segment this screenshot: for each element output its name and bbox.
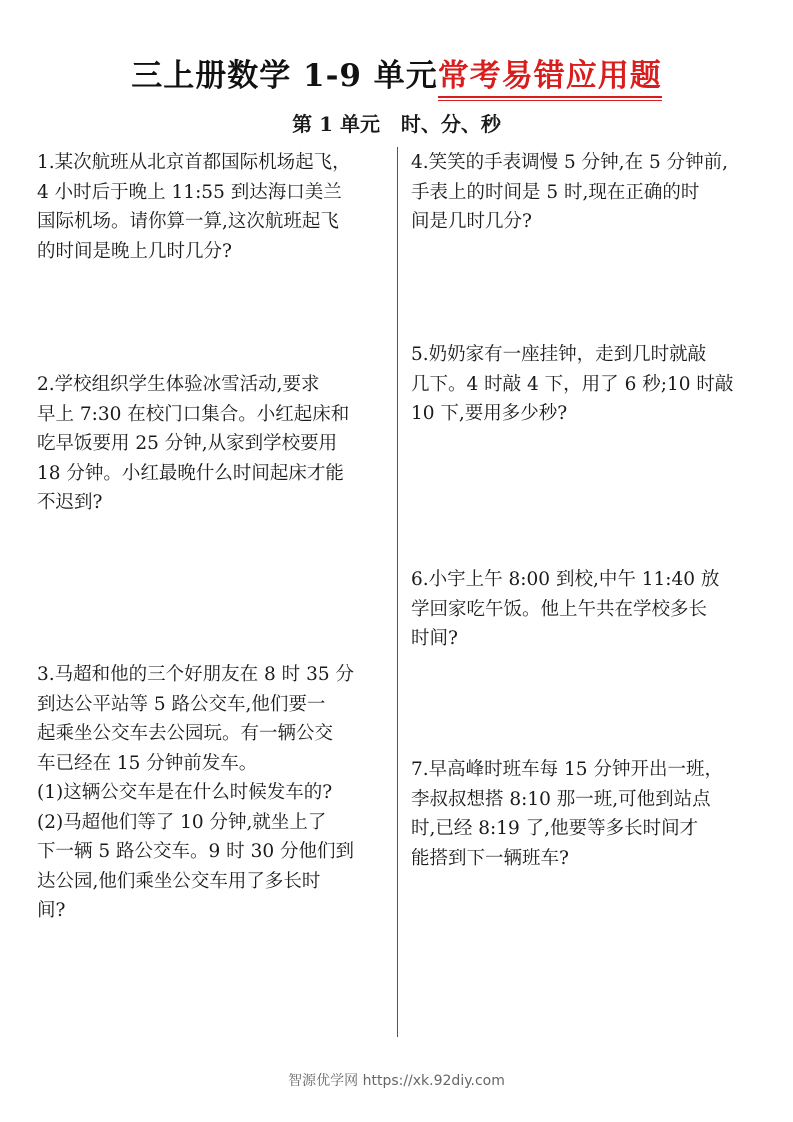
problem-7 bbox=[411, 755, 723, 873]
problem-7-line: 时,已经 8:19 了,他要等多长时间才 bbox=[411, 818, 699, 839]
problem-3-line: 起乘坐公交车去公园玩。有一辆公交 bbox=[37, 723, 334, 744]
title-main: 三上册数学 1-9 单元 bbox=[131, 58, 438, 94]
problem-7-line: 7.早高峰时班车每 15 分钟开出一班， bbox=[411, 759, 723, 780]
problem-5 bbox=[411, 340, 733, 429]
page-title bbox=[0, 50, 793, 95]
problem-3-line: (1)这辆公交车是在什么时候发车的? bbox=[37, 782, 333, 803]
problem-3-line: 3.马超和他的三个好朋友在 8 时 35 分 bbox=[37, 664, 354, 685]
problem-3 bbox=[37, 660, 354, 926]
problem-2 bbox=[37, 370, 349, 518]
problem-3-line: 车已经在 15 分钟前发车。 bbox=[37, 752, 258, 774]
footer-watermark: 智源优学网 https://xk.92diy.com bbox=[288, 1073, 505, 1089]
problem-2-line: 不迟到? bbox=[37, 492, 103, 513]
problem-2-line: 吃早饭要用 25 分钟,从家到学校要用 bbox=[37, 433, 338, 454]
problem-2-line: 早上 7:30 在校门口集合。小红起床和 bbox=[37, 403, 350, 425]
problem-4-line: 手表上的时间是 5 时,现在正确的时 bbox=[411, 181, 700, 203]
problem-1-line: 4 小时后于晚上 11:55 到达海口美兰 bbox=[37, 181, 342, 203]
problem-6-line: 时间? bbox=[411, 628, 458, 649]
problem-1-line: 1.某次航班从北京首都国际机场起飞， bbox=[37, 152, 351, 173]
problem-1-line: 国际机场。请你算一算,这次航班起飞 bbox=[37, 211, 339, 232]
problem-1-line: 的时间是晚上几时几分? bbox=[37, 240, 232, 262]
problem-2-line: 18 分钟。小红最晚什么时间起床才能 bbox=[37, 462, 344, 484]
problem-2-line: 2.学校组织学生体验冰雪活动,要求 bbox=[37, 374, 320, 395]
problem-4 bbox=[411, 148, 728, 237]
column-divider bbox=[397, 147, 398, 1037]
problem-3-line: 到达公平站等 5 路公交车,他们要一 bbox=[37, 693, 326, 715]
problem-7-line: 能搭到下一辆班车? bbox=[411, 847, 569, 869]
problem-4-line: 间是几时几分? bbox=[411, 211, 532, 232]
problem-4-line: 4.笑笑的手表调慢 5 分钟,在 5 分钟前, bbox=[411, 152, 728, 173]
problem-3-line: 达公园,他们乘坐公交车用了多长时 bbox=[37, 870, 321, 892]
problem-5-line: 5.奶奶家有一座挂钟，走到几时就敲 bbox=[411, 344, 707, 365]
problem-6-line: 学回家吃午饭。他上午共在学校多长 bbox=[411, 598, 708, 620]
unit-subtitle: 第 1 单元 时、分、秒 bbox=[292, 112, 501, 136]
title-highlight: 常考易错应用题 bbox=[438, 50, 662, 95]
problem-3-line: 下一辆 5 路公交车。9 时 30 分他们到 bbox=[37, 841, 354, 862]
problem-5-line: 几下。4 时敲 4 下，用了 6 秒;10 时敲 bbox=[411, 373, 734, 395]
problem-6 bbox=[411, 565, 719, 654]
problem-3-line: (2)马超他们等了 10 分钟,就坐上了 bbox=[37, 811, 327, 833]
problem-6-line: 6.小宇上午 8:00 到校,中午 11:40 放 bbox=[411, 569, 720, 590]
problem-5-line: 10 下,要用多少秒? bbox=[411, 403, 568, 424]
problem-3-line: 间? bbox=[37, 900, 66, 921]
problem-7-line: 李叔叔想搭 8:10 那一班,可他到站点 bbox=[411, 788, 711, 810]
problem-1 bbox=[37, 148, 351, 266]
